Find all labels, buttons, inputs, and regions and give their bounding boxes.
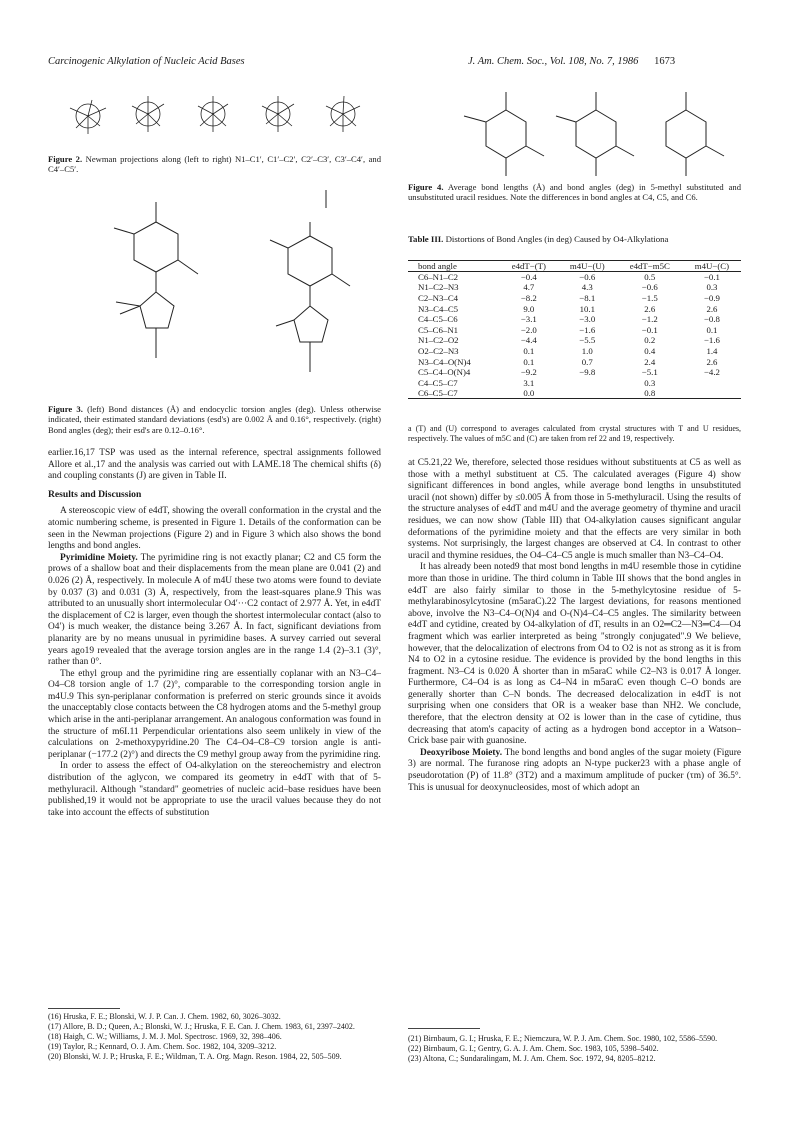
table-cell: −0.4 [520, 272, 537, 283]
figure-3-label: Figure 3. [48, 404, 83, 414]
figure-4-label: Figure 4. [408, 182, 444, 192]
reference-18: (18) Haigh, C. W.; Williams, J. M. J. Mol. Spectrosc. 1969, 32, 398–406. [48, 1031, 282, 1041]
table-cell: −1.6 [579, 324, 596, 335]
table-cell: O2–C2–N3 [418, 345, 459, 356]
table-cell: 2.6 [644, 303, 656, 314]
figure-3-caption-text: (left) Bond distances (Å) and endocyclic torsion angles (deg). Unless otherwise indicated, their estimated standard deviations (esd's) are 0.002 Å and 0.16°, respectively. (right) Bond angles (deg); their esd's are 0.12–0.16°. [48, 404, 381, 435]
table-cell: −0.6 [579, 272, 596, 283]
deoxyribose-heading: Deoxyribose Moiety. [420, 747, 503, 758]
table-row [408, 272, 741, 283]
table-cell: 0.1 [523, 345, 535, 356]
running-title: Carcinogenic Alkylation of Nucleic Acid Bases [48, 56, 245, 67]
table-cell: C5–C6–N1 [418, 324, 459, 335]
table-cell: 10.1 [579, 303, 595, 314]
newman-projection-drawings [48, 84, 381, 150]
section-heading-results: Results and Discussion [48, 488, 142, 500]
table-cell: −1.2 [641, 314, 658, 325]
table-cell: 0.3 [706, 282, 718, 293]
table-cell: −9.8 [579, 367, 596, 378]
reference-19: (19) Taylor, R.; Kennard, O. J. Am. Chem. Soc. 1982, 104, 3209–3212. [48, 1041, 277, 1051]
table-cell: C6–C5–C7 [418, 388, 458, 399]
figure-2-newman-projections [48, 84, 381, 150]
table-cell: C4–C5–C7 [418, 377, 458, 388]
figure-4-drawing [446, 86, 736, 178]
table-cell: −3.1 [520, 314, 537, 325]
deoxyribose-text: The bond lengths and bond angles of the sugar moiety (Figure 3) are normal. The furanose ring adopts an N-type pucker23 with a phase angle of pseudorotation (P) of 11.8° (3T2) and a maximum amplitude of pucker (τm) of 36.5°. This is unusual for deoxynucleosides, most of which adopt an [408, 747, 741, 793]
reference-21: (21) Birnbaum, G. I.; Hruska, F. E.; Niemczura, W. P. J. Am. Chem. Soc. 1980, 102, 5586–5590. [408, 1034, 718, 1043]
table-cell: 0.1 [523, 356, 535, 367]
figure-2-caption-text: Newman projections along (left to right) N1–C1′, C1′–C2′, C2′–C3′, C3′–C4′, and C4′–C5′. [48, 154, 381, 175]
alkylation-paragraph: In order to assess the effect of O4-alkylation on the stereochemistry and electron distribution of the aglycon, we compared its geometry in e4dT with that of 5-methyluracil. Although "standard" geometries of nucleic acid–base residues have been published,19 it would not be appropriate to use the uracil values because they do not take into account the effects of substitution [48, 761, 381, 818]
right-paragraph-1: at C5.21,22 We, therefore, selected those residues without substituents at C5 as well as those with a methyl substituent at C5. The calculated averages (Figure 4) show significant differences in bond angles, while average bond lengths in unsubstituted uracil (not shown) differ by ≤0.005 Å from those in 5-methyluracil. Using the results of the structure analyses of e4dT and m4U and the average geometry of thymine and uracil residues, we can now show (Table III) that O4-alkylation causes significant angular deformations of the pyrimidine moiety and that the effects are very similar in both systems. Not surprisingly, the largest changes are observed at C4. In contrast to other uracil and thymine residues, the O4–C4–C5 angle is much smaller than N3–C4–O4. [408, 458, 741, 561]
table-cell: C4–C5–C6 [418, 314, 458, 325]
table-row [408, 367, 741, 378]
table-3-label: Table III. [408, 234, 444, 244]
left-column-body [48, 448, 381, 819]
reference-20: (20) Blonski, W. J. P.; Hruska, F. E.; Wildman, T. A. Org. Magn. Reson. 1984, 22, 505–509. [48, 1051, 342, 1061]
reference-23: (23) Altona, C.; Sundaralingam, M. J. Am. Chem. Soc. 1972, 94, 8205–8212. [408, 1053, 656, 1063]
right-reference-rule [408, 1028, 480, 1029]
table-cell: 0.0 [523, 388, 535, 399]
table-cell: C5–C4–O(N)4 [418, 367, 471, 378]
figure-2-caption [48, 154, 381, 175]
table-cell: −5.1 [641, 367, 658, 378]
table-row [408, 346, 741, 357]
column-header: m4U−(C) [694, 261, 730, 271]
reference-16: (16) Hruska, F. E.; Blonski, W. J. P. Can. J. Chem. 1982, 60, 3026–3032. [48, 1012, 281, 1021]
table-row [408, 282, 741, 293]
page-number: 1673 [654, 56, 676, 67]
table-cell: −1.6 [703, 335, 720, 346]
right-column-body [408, 458, 741, 794]
table-cell [558, 377, 617, 388]
table-row [408, 293, 741, 304]
table-cell [683, 388, 741, 399]
table-cell: −9.2 [520, 367, 537, 378]
table-cell: −5.5 [579, 335, 596, 346]
table-cell: N3–C4–C5 [418, 303, 459, 314]
table-cell: N1–C2–O2 [418, 335, 459, 346]
table-cell: 4.3 [581, 282, 593, 293]
table-3-title-text: Distortions of Bond Angles (in deg) Caused by O4-Alkylationa [445, 234, 669, 244]
table-cell: −0.9 [703, 292, 720, 303]
figure-3-drawing [48, 182, 381, 400]
column-header: e4dT−(T) [511, 261, 546, 271]
pyrimidine-paragraph [48, 553, 381, 669]
table-cell: 2.6 [706, 303, 718, 314]
table-3-title [408, 234, 741, 245]
table-cell: N3–C4–O(N)4 [418, 356, 471, 367]
table-cell: C2–N3–C4 [418, 292, 459, 303]
table-row [408, 388, 741, 399]
figure-3-caption [48, 404, 381, 435]
table-cell: 0.7 [581, 356, 593, 367]
table-cell: −4.4 [520, 335, 537, 346]
table-row [408, 324, 741, 335]
table-header-row [408, 261, 741, 272]
table-cell: 0.4 [644, 345, 656, 356]
table-cell: −8.2 [520, 292, 537, 303]
pyrimidine-heading: Pyrimidine Moiety. [60, 552, 138, 563]
reference-22: (22) Birnbaum, G. I.; Gentry, G. A. J. Am. Chem. Soc. 1983, 105, 5398–5402. [408, 1043, 659, 1053]
reference-17: (17) Allore, B. D.; Queen, A.; Blonski, W. J.; Hruska, F. E. Can. J. Chem. 1983, 61, 2397–2402. [48, 1021, 355, 1031]
left-reference-rule [48, 1008, 120, 1009]
table-3 [408, 260, 741, 399]
results-paragraph-1: A stereoscopic view of e4dT, showing the overall conformation in the crystal and the atomic numbering scheme, is presented in Figure 1. Details of the conformation can be seen in the Newman projections (Figure 2) and in Figure 3 which also shows the bond lengths and bond angles. [48, 506, 381, 552]
column-header: e4dT−m5C [629, 261, 670, 271]
table-cell: −8.1 [579, 292, 596, 303]
column-header: bond angle [418, 261, 457, 271]
table-cell: 1.0 [581, 345, 593, 356]
left-references [48, 1012, 381, 1062]
table-cell: −0.1 [703, 272, 720, 283]
table-row [408, 356, 741, 367]
table-row [408, 303, 741, 314]
figure-2-label: Figure 2. [48, 154, 83, 164]
ethyl-paragraph: The ethyl group and the pyrimidine ring are essentially coplanar with an N3–C4–O4–C8 torsion angle of 1.7 (2)°, comparable to the corresponding torsion angle in m4U.9 This syn-periplanar conformation is preferred on steric grounds since it avoids the unacceptably close contacts between the C8 hydrogen atoms and the 5-methyl group which arise in the anti-periplanar arrangement. An analogous conformation was found in the structure of m6I.11 Perpendicular orientations also seem unlikely in view of the calculations on 2-methoxypyridine.20 The C4–O4–C8–C9 torsion angle is anti-periplanar (−177.2 (2)°) and directs the C9 methyl group away from the pyrimidine ring. [48, 668, 381, 760]
volume-info: Vol. 108, No. 7, 1986 [549, 56, 639, 67]
table-row [408, 335, 741, 346]
table-cell: 2.4 [644, 356, 656, 367]
table-cell: 0.2 [644, 335, 656, 346]
table-cell: 0.8 [644, 388, 656, 399]
table-cell: −3.0 [579, 314, 596, 325]
distortion-table [408, 260, 741, 399]
table-cell: −1.5 [641, 292, 658, 303]
table-cell: C6–N1–C2 [418, 272, 459, 283]
right-paragraph-2: It has already been noted9 that most bond lengths in m4U resemble those in cytidine more than those in uridine. The third column in Table III shows that the bond angles in e4dT are also fairly similar to those in the 5-methylcytosine residue of 5-methylarabinosylcytosine (m5araC).22 The largest deviations, for reasons mentioned above, involve the N3–C4–O(N)4 and O-(N)4–C4–C5 angles. The similarity between e4dT and cytidine, created by O4-alkylation of dT, results in an O2═C2—N3═C4—O4 fragment which was earlier interpreted as being "strongly conjugated".9 We believe, however, that the delocalization of electrons from O4 to O2 is not as strong as it is from N4 to O2 in a cytosine residue. The evidence is provided by the bond lengths in this fragment. N3–C4 is 0.020 Å shorter than in m5araC while C2–N3 is 0.017 Å longer. Furthermore, C4–O4 is as long as C4–N4 in m5araC even though C–O bonds are generally shorter than C–N bonds. The decreased delocalization in e4dT is not surprising when one considers that OR is a weaker base than NH2. We conclude, therefore, that the electron density at O2 is lower than in the case of cytidine, thus decreasing that atom's capacity of acting as a hydrogen bond acceptor in a Watson–Crick base pair with guanosine. [408, 562, 741, 747]
table-cell: 4.7 [523, 282, 535, 293]
table-cell: 3.1 [523, 377, 535, 388]
table-cell: 0.3 [644, 377, 656, 388]
table-cell: −0.8 [703, 314, 720, 325]
table-row [408, 314, 741, 325]
table-row [408, 377, 741, 388]
table-cell [683, 377, 741, 388]
journal-name: J. Am. Chem. Soc., [468, 56, 548, 67]
intro-paragraph: earlier.16,17 TSP was used as the internal reference, spectral assignments followed Allore et al.,17 and the analysis was carried out with LAME.18 The chemical shifts (δ) and coupling constants (J) are given in Table II. [48, 448, 381, 482]
table-cell: 0.1 [706, 324, 718, 335]
table-cell: −4.2 [703, 367, 720, 378]
column-header: m4U−(U) [569, 261, 605, 271]
figure-4-caption [408, 182, 741, 203]
table-cell: 0.5 [644, 272, 656, 283]
table-cell: −2.0 [520, 324, 537, 335]
table-cell: N1–C2–N3 [418, 282, 459, 293]
table-cell: 1.4 [706, 345, 718, 356]
figure-3-bond-diagram [48, 182, 381, 400]
journal-info [468, 56, 675, 67]
figure-4-caption-text: Average bond lengths (Å) and bond angles (deg) in 5-methyl substituted and unsubstituted uracil residues. Note the differences in bond angles at C4, C5, and C6. [408, 182, 741, 203]
table-cell: 9.0 [523, 303, 535, 314]
deoxyribose-paragraph [408, 748, 741, 794]
figure-4-uracil-geometry [446, 86, 736, 178]
pyrimidine-text: The pyrimidine ring is not exactly planar; C2 and C5 form the prows of a shallow boat and their displacements from the mean plane are 0.041 (2) and 0.026 (2) Å, respectively. In molecule A of m4U these two atoms were found to deviate by 0.037 (3) and 0.031 (3) Å, respectively, from the least-squares plane.9 This was attributed to an unusually short intermolecular O4′···C2 contact of 2.977 Å. Yet, in e4dT the displacement of C2 is larger, even though the shortest intermolecular contact (also to O4′) is much weaker, the distance being 3.267 Å. In fact, significant deviations from planarity are by no means unusual in pyrimidine bases. A survey carried out several years ago19 revealed that the average torsion angles are in the range 1.4 (2)–3.1 (3)°, rather than 0°. [48, 552, 381, 668]
table-cell: −0.1 [641, 324, 658, 335]
table-cell [558, 388, 617, 399]
table-cell: 2.6 [706, 356, 718, 367]
table-cell: −0.6 [641, 282, 658, 293]
table-3-footnote: a (T) and (U) correspond to averages calculated from crystal structures with T and U residues, respectively. The values of m5C and (C) are taken from ref 22 and 19, respectively. [408, 424, 741, 443]
right-references [408, 1034, 741, 1064]
